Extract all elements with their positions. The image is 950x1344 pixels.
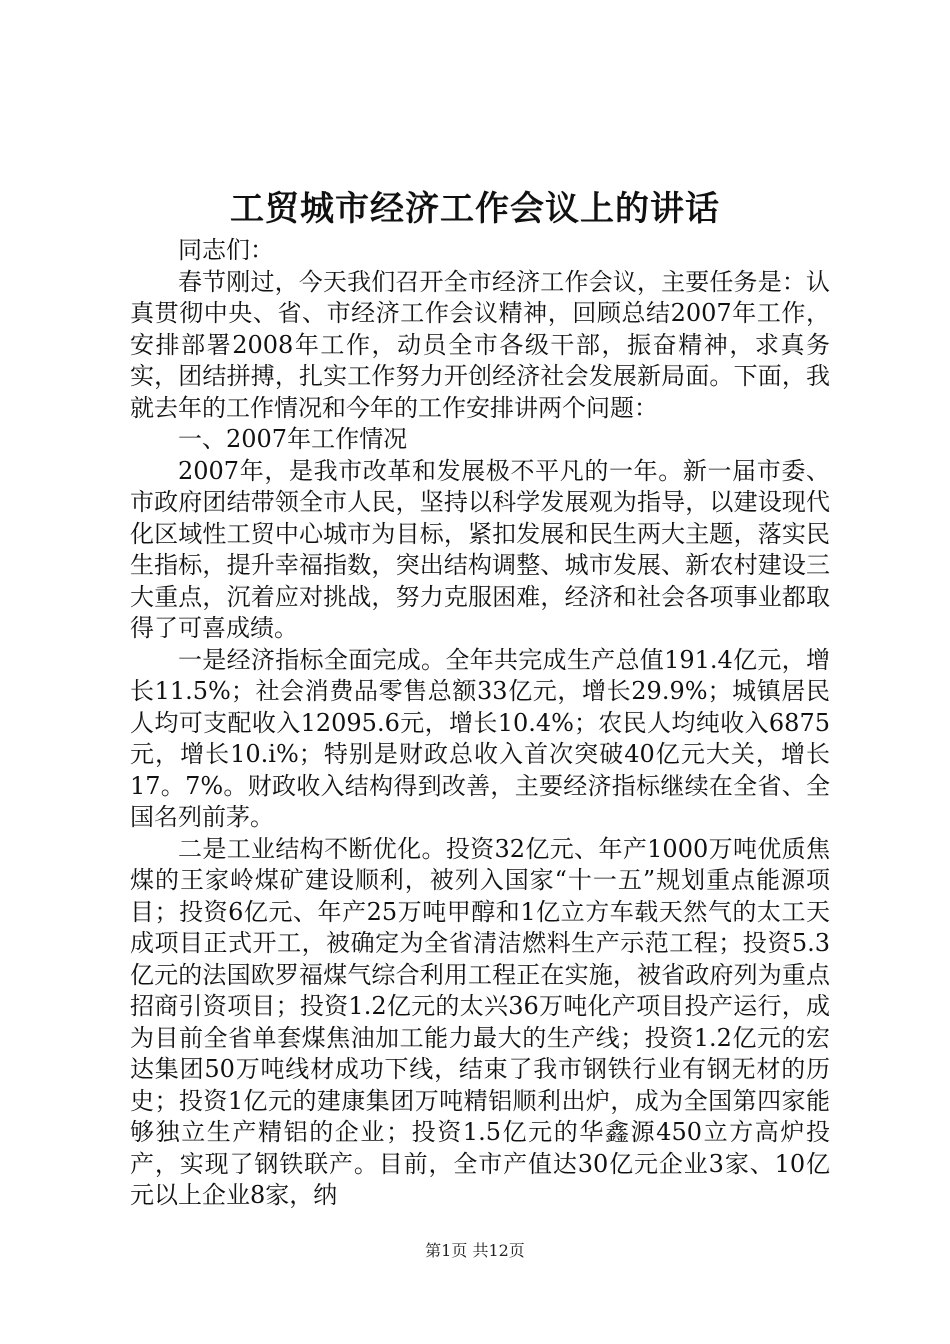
paragraph-overview: 2007年，是我市改革和发展极不平凡的一年。新一届市委、市政府团结带领全市人民，坚持以科学发展观为指导，以建设现代化区域性工贸中心城市为目标，紧扣发展和民生两大主题，落实民生指标，提升幸福指数，突出结构调整、城市发展、新农村建设三大重点，沉着应对挑战，努力克服困难，经济和社会各项事业都取得了可喜成绩。 <box>130 456 830 642</box>
page-footer: 第1页 共12页 <box>425 1241 525 1260</box>
greeting: 同志们： <box>178 236 274 264</box>
document-body <box>130 235 830 1212</box>
paragraph-industrial-structure: 二是工业结构不断优化。投资32亿元、年产1000万吨优质焦煤的王家岭煤矿建设顺利，被列入国家“十一五”规划重点能源项目；投资6亿元、年产25万吨甲醇和1亿立方车载天然气的太工天成项目正式开工，被确定为全省清洁燃料生产示范工程；投资5.3亿元的法国欧罗福煤气综合利用工程正在实施，被省政府列为重点招商引资项目；投资1.2亿元的太兴36万吨化产项目投产运行，成为目前全省单套煤焦油加工能力最大的生产线；投资1.2亿元的宏达集团50万吨线材成功下线，结束了我市钢铁行业有钢无材的历史；投资1亿元的建康集团万吨精铝顺利出炉，成为全国第四家能够独立生产精铝的企业；投资1.5亿元的华鑫源450立方高炉投产，实现了钢铁联产。目前，全市产值达30亿元企业3家、10亿元以上企业8家，纳 <box>130 834 830 1209</box>
paragraph-intro: 春节刚过，今天我们召开全市经济工作会议，主要任务是：认真贯彻中央、省、市经济工作会议精神，回顾总结2007年工作，安排部署2008年工作，动员全市各级干部，振奋精神，求真务实，团结拼搏，扎实工作努力开创经济社会发展新局面。下面，我就去年的工作情况和今年的工作安排讲两个问题： <box>130 267 830 422</box>
paragraph-economic-indicators: 一是经济指标全面完成。全年共完成生产总值191.4亿元，增长11.5%；社会消费品零售总额33亿元，增长29.9%；城镇居民人均可支配收入12095.6元，增长10.4%；农民人均纯收入6875元，增长10.i%；特别是财政总收入首次突破40亿元大关，增长17。7%。财政收入结构得到改善，主要经济指标继续在全省、全国名列前茅。 <box>130 645 830 831</box>
document-title: 工贸城市经济工作会议上的讲话 <box>230 189 720 229</box>
section-heading: 一、2007年工作情况 <box>178 425 408 453</box>
